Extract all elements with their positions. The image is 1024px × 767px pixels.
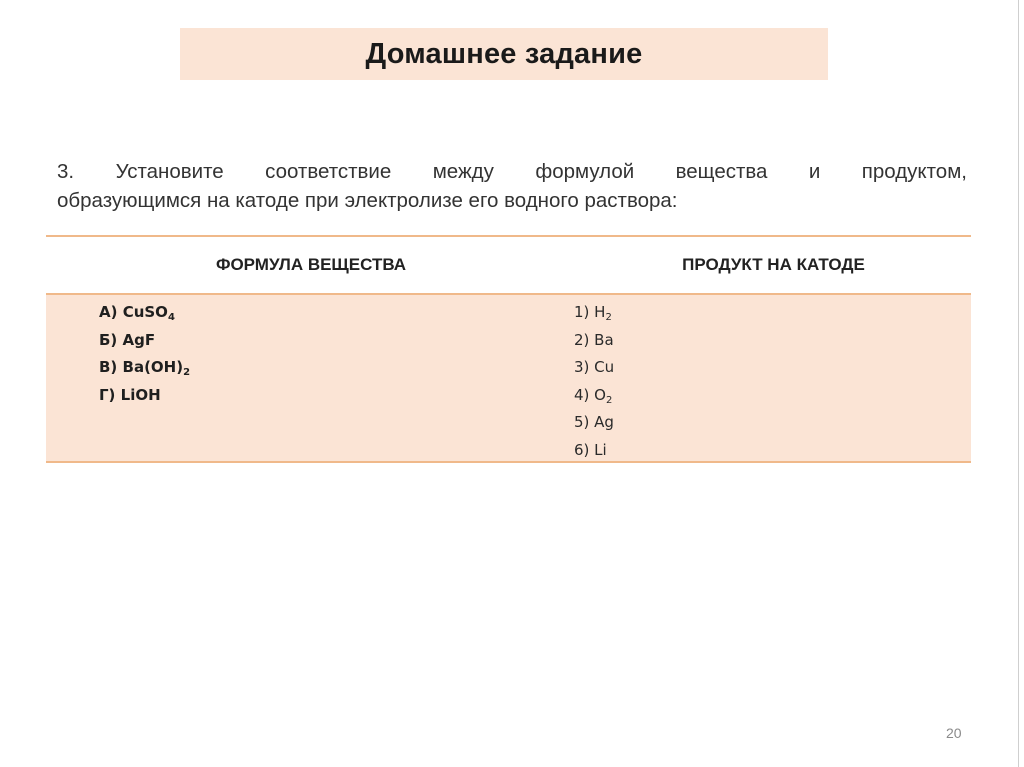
product-item: 6) Li bbox=[574, 440, 607, 459]
matching-table bbox=[46, 235, 971, 463]
substance-item: А) CuSO$_4$ bbox=[99, 303, 175, 323]
header-formula: ФОРМУЛА ВЕЩЕСТВА bbox=[215, 255, 407, 274]
product-item: 1) $H_2$ bbox=[574, 303, 612, 323]
page-number: 20 bbox=[946, 725, 962, 741]
task-line-1-text: Установите соответствие между формулой вещества и продуктом, bbox=[115, 160, 967, 183]
table-body bbox=[46, 295, 971, 461]
product-item: 4) $O_2$ bbox=[574, 385, 613, 406]
substance-item: В) $Ba(OH)_2$ bbox=[99, 358, 191, 378]
slide-title: Домашнее задание bbox=[365, 37, 643, 70]
title-banner bbox=[180, 28, 828, 80]
substance-list bbox=[99, 299, 190, 409]
substance-item: Г) LiOH bbox=[99, 385, 161, 404]
product-item: 3) Cu bbox=[574, 358, 615, 376]
product-list bbox=[574, 299, 614, 464]
table-bottom-rule bbox=[46, 461, 971, 463]
substance-item: Б) AgF bbox=[99, 330, 156, 349]
task-number: 3. bbox=[57, 160, 75, 183]
task-line-2: образующимся на катоде при электролизе его водного раствора: bbox=[57, 189, 678, 212]
task-line-1 bbox=[57, 157, 967, 186]
product-item: 5) Ag bbox=[574, 413, 614, 431]
task-text bbox=[57, 157, 967, 215]
header-product: ПРОДУКТ НА КАТОДЕ bbox=[682, 255, 865, 274]
table-header bbox=[46, 237, 971, 293]
product-item: 2) Ba bbox=[574, 330, 614, 349]
slide-edge bbox=[1018, 0, 1019, 767]
